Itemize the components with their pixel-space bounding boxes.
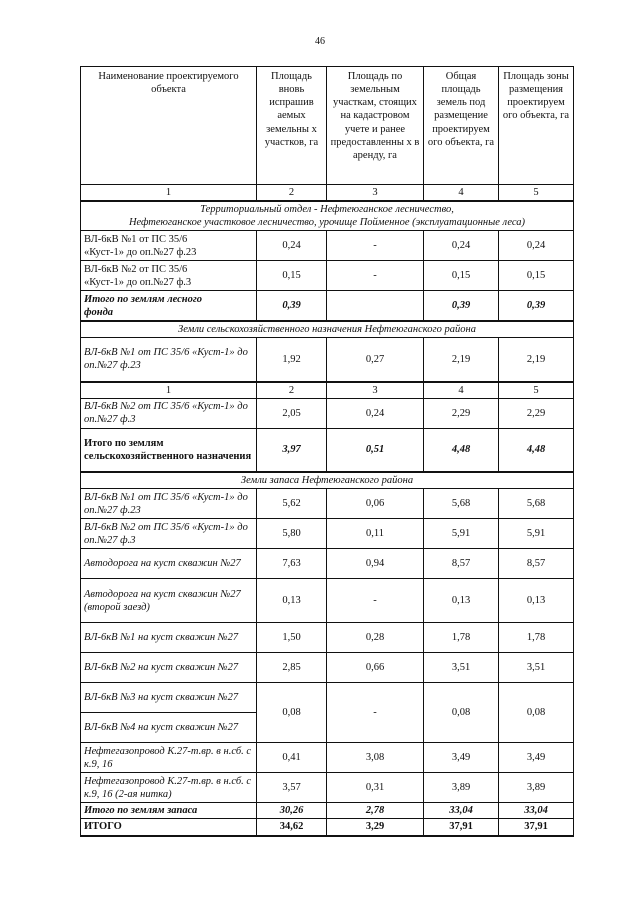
value-cell: 3,51 bbox=[499, 653, 574, 683]
table-row bbox=[81, 579, 574, 623]
header-cadastral-area: Площадь по земельным участкам, стоящих на кадастровом учете и ранее предоставленны х в аренду, га bbox=[327, 67, 424, 185]
total-cell: 34,62 bbox=[257, 819, 327, 836]
value-cell: 0,41 bbox=[257, 743, 327, 773]
table-row bbox=[81, 653, 574, 683]
object-name: Нефтегазопровод К.27-т.вр. в н.сб. с к.9, 16 bbox=[81, 743, 257, 773]
table-row bbox=[81, 743, 574, 773]
section-title-line: Территориальный отдел - Нефтеюганское лесничество, bbox=[200, 204, 454, 216]
value-cell: 2,29 bbox=[499, 398, 574, 428]
section-title: Земли запаса Нефтеюганского района bbox=[81, 472, 574, 489]
total-cell: 4,48 bbox=[424, 428, 499, 472]
total-cell: 4,48 bbox=[499, 428, 574, 472]
value-cell: 3,89 bbox=[499, 773, 574, 803]
table-row bbox=[81, 519, 574, 549]
value-cell: 0,13 bbox=[257, 579, 327, 623]
object-name: Итого по землям сельскохозяйственного назначения bbox=[81, 428, 257, 472]
object-name-line: ВЛ-6кВ №2 от ПС 35/6 bbox=[84, 263, 188, 275]
object-name: ВЛ-6кВ №1 от ПС 35/6 «Куст-1» до оп.№27 ф.23 bbox=[81, 489, 257, 519]
total-cell: 3,29 bbox=[327, 819, 424, 836]
table-row bbox=[81, 338, 574, 382]
object-name-line: «Куст-1» до оп.№27 ф.3 bbox=[84, 276, 192, 288]
value-cell: 8,57 bbox=[424, 549, 499, 579]
value-cell: 3,51 bbox=[424, 653, 499, 683]
object-name-cell bbox=[81, 291, 257, 321]
value-cell: 2,85 bbox=[257, 653, 327, 683]
object-name: Автодорога на куст скважин №27 (второй заезд) bbox=[81, 579, 257, 623]
header-row bbox=[81, 67, 574, 185]
value-cell: - bbox=[327, 579, 424, 623]
column-number-row bbox=[81, 185, 574, 202]
table-row bbox=[81, 261, 574, 291]
colnum: 5 bbox=[499, 185, 574, 202]
value-cell: 5,68 bbox=[424, 489, 499, 519]
value-cell: 0,24 bbox=[257, 231, 327, 261]
table-row bbox=[81, 489, 574, 519]
table-row bbox=[81, 549, 574, 579]
object-name-line: Итого по землям лесного bbox=[84, 293, 202, 305]
total-cell bbox=[327, 291, 424, 321]
value-cell: - bbox=[327, 683, 424, 743]
value-cell: 3,57 bbox=[257, 773, 327, 803]
value-cell: 0,13 bbox=[424, 579, 499, 623]
table-row bbox=[81, 398, 574, 428]
grand-total-row bbox=[81, 819, 574, 836]
object-name-line: ВЛ-6кВ №1 от ПС 35/6 bbox=[84, 233, 188, 245]
colnum: 2 bbox=[257, 382, 327, 399]
value-cell: 0,27 bbox=[327, 338, 424, 382]
value-cell: 2,19 bbox=[424, 338, 499, 382]
value-cell: 0,66 bbox=[327, 653, 424, 683]
value-cell: 5,80 bbox=[257, 519, 327, 549]
total-cell: 37,91 bbox=[424, 819, 499, 836]
object-name: ВЛ-6кВ №2 от ПС 35/6 «Куст-1» до оп.№27 ф.3 bbox=[81, 398, 257, 428]
value-cell: 2,05 bbox=[257, 398, 327, 428]
value-cell: 0,24 bbox=[327, 398, 424, 428]
value-cell: 0,31 bbox=[327, 773, 424, 803]
colnum: 4 bbox=[424, 185, 499, 202]
object-name-line: фонда bbox=[84, 306, 114, 318]
colnum: 1 bbox=[81, 382, 257, 399]
object-name: ВЛ-6кВ №1 на куст скважин №27 bbox=[81, 623, 257, 653]
object-name: Нефтегазопровод К.27-т.вр. в н.сб. с к.9, 16 (2-ая нитка) bbox=[81, 773, 257, 803]
value-cell: 3,08 bbox=[327, 743, 424, 773]
header-new-area: Площадь вновь испрашив аемых земельны х участков, га bbox=[257, 67, 327, 185]
total-cell: 2,78 bbox=[327, 803, 424, 819]
object-name: Автодорога на куст скважин №27 bbox=[81, 549, 257, 579]
value-cell: 3,49 bbox=[499, 743, 574, 773]
land-area-table bbox=[80, 66, 574, 837]
colnum: 2 bbox=[257, 185, 327, 202]
total-cell: 0,39 bbox=[499, 291, 574, 321]
value-cell: 0,15 bbox=[424, 261, 499, 291]
total-cell: 0,39 bbox=[257, 291, 327, 321]
table-row bbox=[81, 773, 574, 803]
forest-total-row bbox=[81, 291, 574, 321]
value-cell: 5,91 bbox=[424, 519, 499, 549]
object-name-cell bbox=[81, 231, 257, 261]
header-total-area: Общая площадь земель под размещение проектируем ого объекта, га bbox=[424, 67, 499, 185]
total-cell: 30,26 bbox=[257, 803, 327, 819]
header-zone-area: Площадь зоны размещения проектируем ого объекта, га bbox=[499, 67, 574, 185]
header-object-name: Наименование проектируемого объекта bbox=[81, 67, 257, 185]
object-name: ВЛ-6кВ №4 на куст скважин №27 bbox=[81, 713, 257, 743]
value-cell: 0,94 bbox=[327, 549, 424, 579]
total-cell: 33,04 bbox=[424, 803, 499, 819]
colnum: 3 bbox=[327, 382, 424, 399]
value-cell: 1,92 bbox=[257, 338, 327, 382]
value-cell: 0,11 bbox=[327, 519, 424, 549]
object-name: ВЛ-6кВ №2 от ПС 35/6 «Куст-1» до оп.№27 ф.3 bbox=[81, 519, 257, 549]
object-name: ИТОГО bbox=[81, 819, 257, 836]
object-name: ВЛ-6кВ №2 на куст скважин №27 bbox=[81, 653, 257, 683]
value-cell: 1,78 bbox=[499, 623, 574, 653]
total-cell: 0,51 bbox=[327, 428, 424, 472]
total-cell: 37,91 bbox=[499, 819, 574, 836]
total-cell: 3,97 bbox=[257, 428, 327, 472]
colnum: 5 bbox=[499, 382, 574, 399]
object-name: ВЛ-6кВ №1 от ПС 35/6 «Куст-1» до оп.№27 ф.23 bbox=[81, 338, 257, 382]
colnum: 1 bbox=[81, 185, 257, 202]
object-name: Итого по землям запаса bbox=[81, 803, 257, 819]
value-cell: 0,28 bbox=[327, 623, 424, 653]
value-cell: - bbox=[327, 231, 424, 261]
section-forest-title bbox=[81, 201, 574, 231]
page-number: 46 bbox=[315, 36, 325, 47]
table-row bbox=[81, 231, 574, 261]
section-agri-title bbox=[81, 321, 574, 338]
value-cell: 0,08 bbox=[424, 683, 499, 743]
object-name: ВЛ-6кВ №3 на куст скважин №27 bbox=[81, 683, 257, 713]
value-cell: 5,68 bbox=[499, 489, 574, 519]
value-cell: 0,08 bbox=[499, 683, 574, 743]
section-title-line: Нефтеюганское участковое лесничество, урочище Пойменное (эксплуатационные леса) bbox=[128, 217, 526, 229]
value-cell: 1,78 bbox=[424, 623, 499, 653]
value-cell: 2,29 bbox=[424, 398, 499, 428]
value-cell: 1,50 bbox=[257, 623, 327, 653]
value-cell: 0,24 bbox=[424, 231, 499, 261]
value-cell: 0,06 bbox=[327, 489, 424, 519]
value-cell: 0,08 bbox=[257, 683, 327, 743]
value-cell: 0,13 bbox=[499, 579, 574, 623]
colnum: 4 bbox=[424, 382, 499, 399]
total-cell: 0,39 bbox=[424, 291, 499, 321]
total-cell: 33,04 bbox=[499, 803, 574, 819]
value-cell: 7,63 bbox=[257, 549, 327, 579]
table-row bbox=[81, 683, 574, 713]
reserve-total-row bbox=[81, 803, 574, 819]
colnum: 3 bbox=[327, 185, 424, 202]
value-cell: 0,15 bbox=[499, 261, 574, 291]
value-cell: 5,91 bbox=[499, 519, 574, 549]
value-cell: 0,15 bbox=[257, 261, 327, 291]
agri-total-row bbox=[81, 428, 574, 472]
value-cell: 5,62 bbox=[257, 489, 327, 519]
value-cell: - bbox=[327, 261, 424, 291]
table-row bbox=[81, 623, 574, 653]
value-cell: 3,89 bbox=[424, 773, 499, 803]
value-cell: 3,49 bbox=[424, 743, 499, 773]
value-cell: 8,57 bbox=[499, 549, 574, 579]
value-cell: 2,19 bbox=[499, 338, 574, 382]
value-cell: 0,24 bbox=[499, 231, 574, 261]
object-name-cell bbox=[81, 261, 257, 291]
column-number-row bbox=[81, 382, 574, 399]
section-reserve-title bbox=[81, 472, 574, 489]
section-title: Земли сельскохозяйственного назначения Нефтеюганского района bbox=[81, 321, 574, 338]
object-name-line: «Куст-1» до оп.№27 ф.23 bbox=[84, 246, 197, 258]
